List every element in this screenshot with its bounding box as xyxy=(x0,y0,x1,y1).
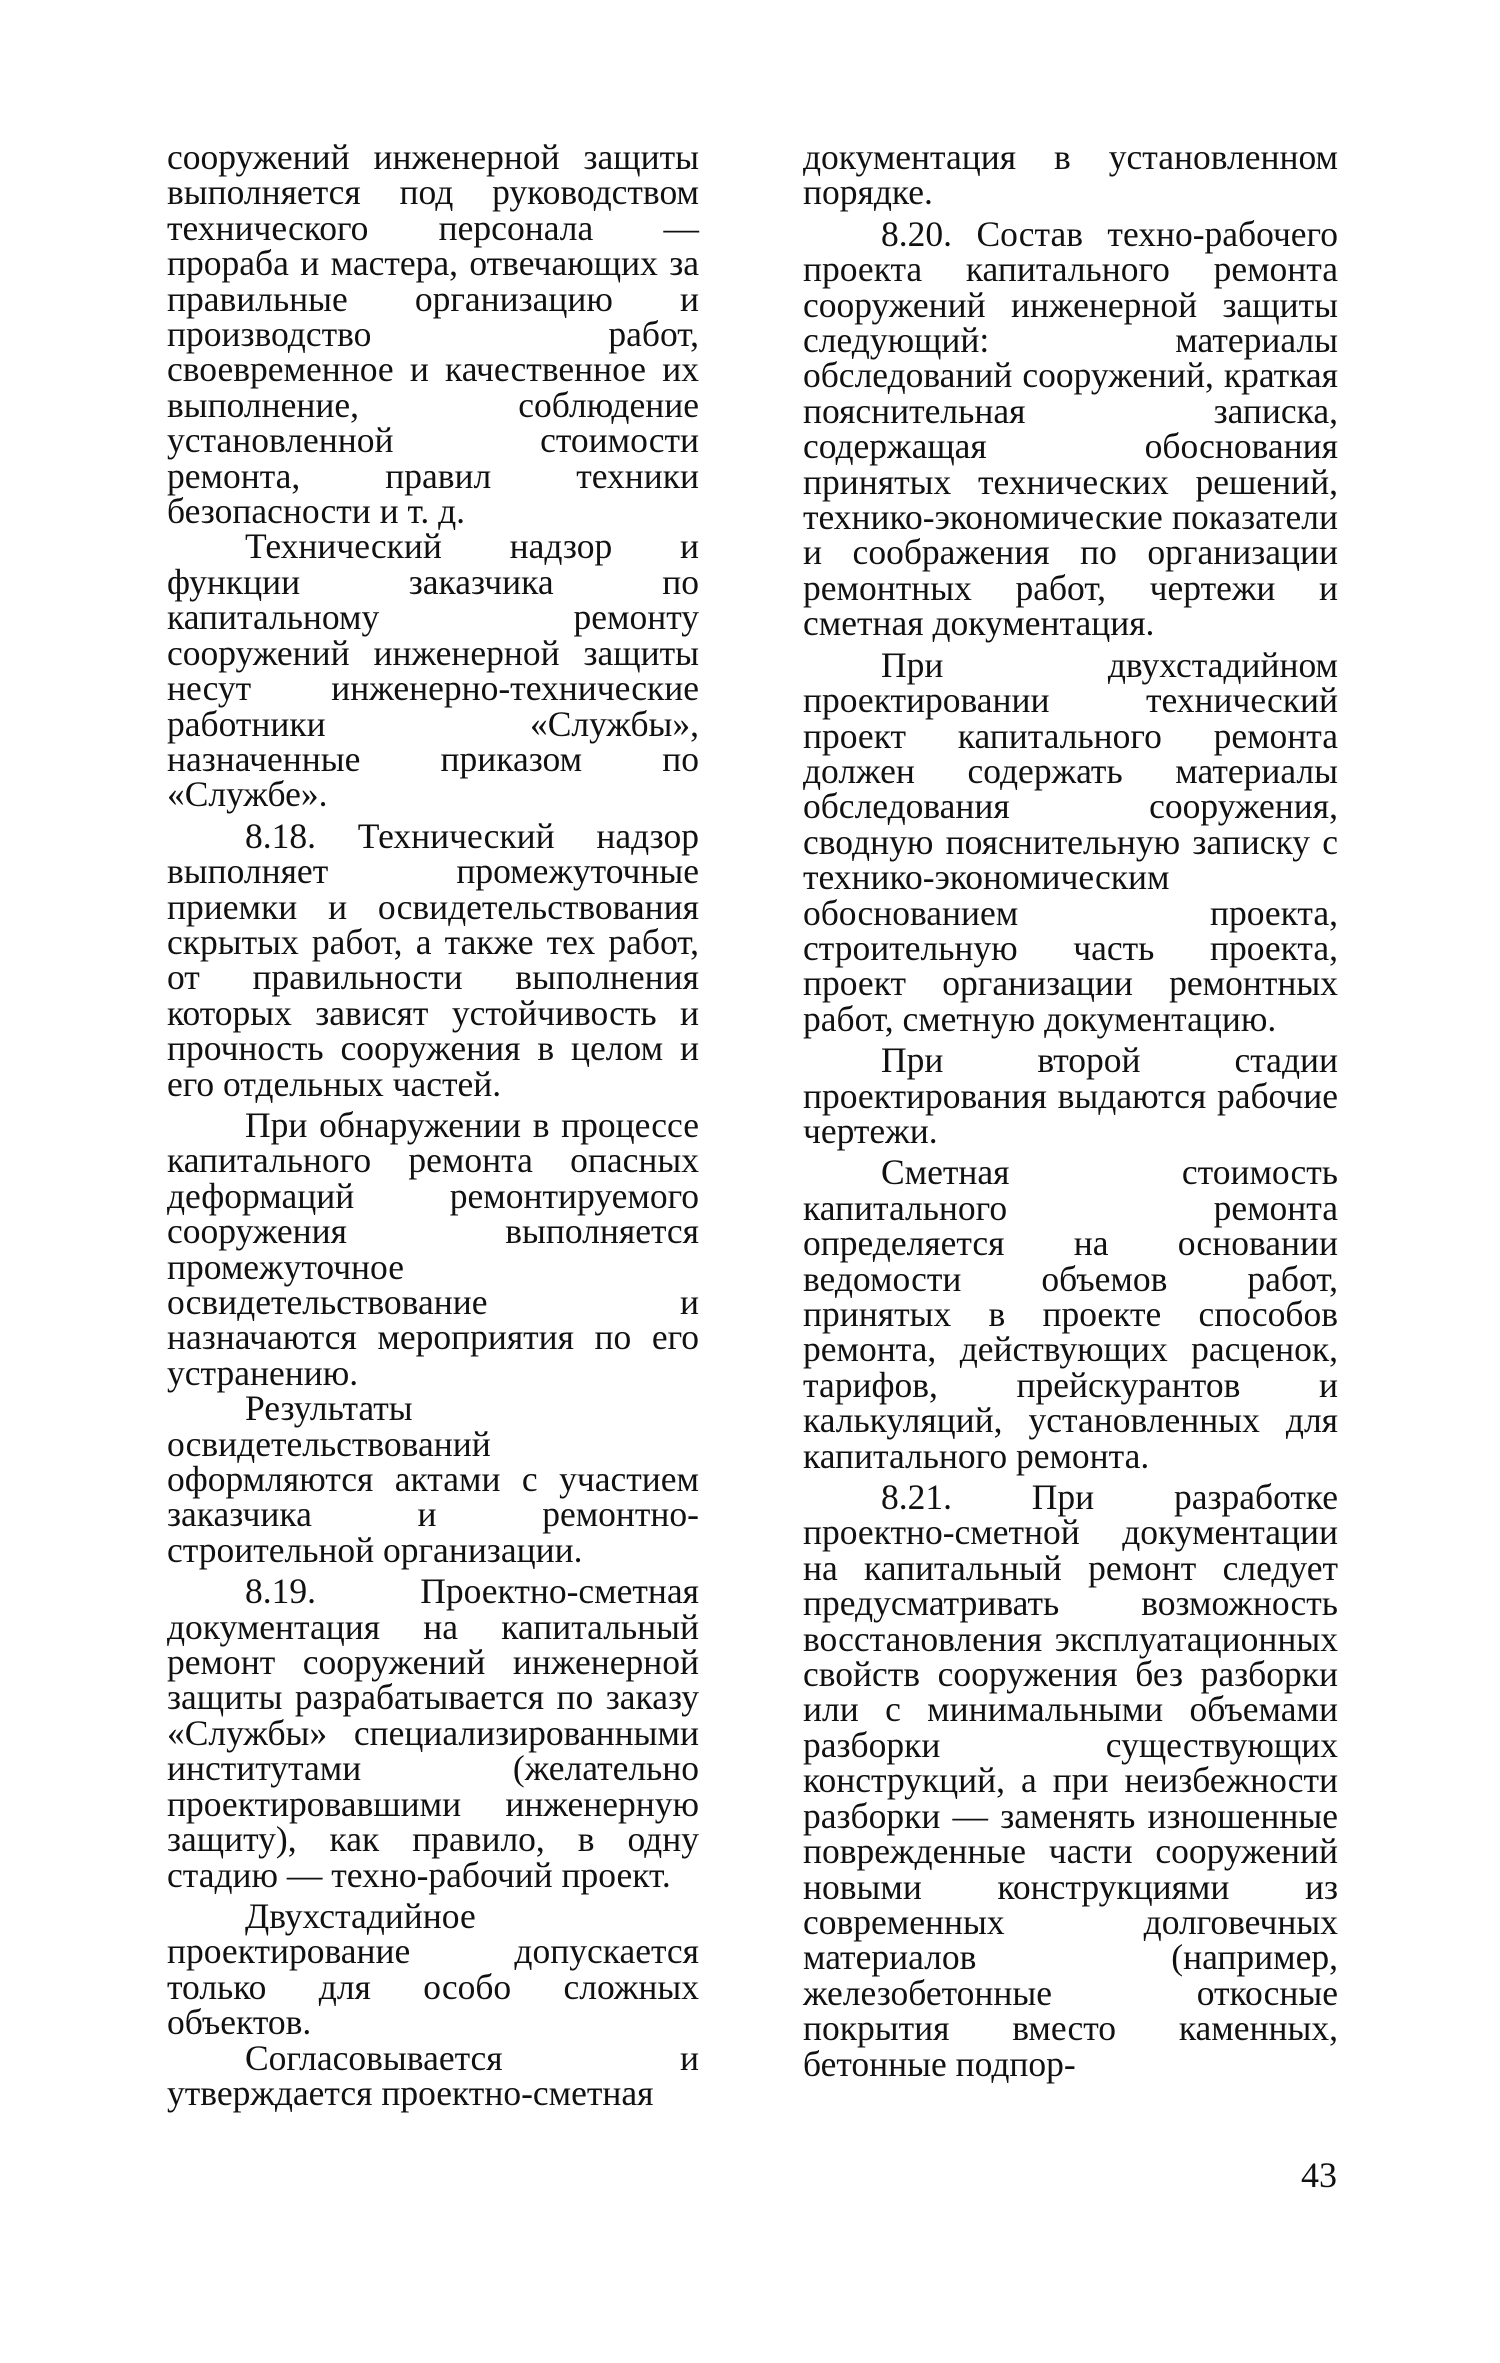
paragraph-8-19: 8.19. Проектно-сметная документация на капитальный ремонт сооружений инженерной защиты разрабатывается по заказу «Службы» специализированными институтами (желательно проектировавшими инженерную защиту), как правило, в одну стадию — техно-рабочий проект. xyxy=(167,1571,699,1895)
paragraph-8-20: 8.20. Состав техно-рабочего проекта капитального ремонта сооружений инженерной защиты следующий: материалы обследований сооружений, краткая пояснительная записка, содержащая обоснования принятых технических решений, технико-экономические показатели и соображения по организации ремонтных работ, чертежи и сметная документация. xyxy=(803,213,1338,644)
right-text-column xyxy=(803,137,1338,2084)
left-text-column xyxy=(167,137,699,2113)
paragraph-estimate-cost: Сметная стоимость капитального ремонта определяется на основании ведомости объемов работ, принятых в проекте способов ремонта, действующих расценок, тарифов, прейскурантов и калькуляций, установленных для капитального ремонта. xyxy=(803,1152,1338,1476)
paragraph-8-21: 8.21. При разработке проектно-сметной документации на капитальный ремонт следует предусматривать возможность восстановления эксплуатационных свойств сооружения без разборки или с минимальными объемами разборки существующих конструкций, а при неизбежности разборки — заменять изношенные поврежденные части сооружений новыми конструкциями из современных долговечных материалов (например, железобетонные откосные покрытия вместо каменных, бетонные подпор- xyxy=(803,1477,1338,2084)
paragraph-deformations: При обнаружении в процессе капитального ремонта опасных деформаций ремонтируемого сооружения выполняется промежуточное освидетельствование и назначаются мероприятия по его устранению. xyxy=(167,1104,699,1393)
paragraph-two-stage-design: Двухстадийное проектирование допускается только для особо сложных объектов. xyxy=(167,1895,699,2043)
paragraph-inspection-results: Результаты освидетельствований оформляются актами с участием заказчика и ремонтно-строительной организации. xyxy=(167,1388,699,1570)
paragraph-continuation-right: документация в установленном порядке. xyxy=(803,137,1338,213)
paragraph-technical-supervision: Технический надзор и функции заказчика по капитальному ремонту сооружений инженерной защиты несут инженерно-технические работники «Службы», назначенные приказом по «Службе». xyxy=(167,526,699,815)
paragraph-8-18: 8.18. Технический надзор выполняет промежуточные приемки и освидетельствования скрытых работ, а также тех работ, от правильности выполнения которых зависят устойчивость и прочность сооружения в целом и его отдельных частей. xyxy=(167,815,699,1104)
paragraph-continuation: сооружений инженерной защиты выполняется под руководством технического персонала — прораба и мастера, отвечающих за правильные организацию и производство работ, своевременное и качественное их выполнение, соблюдение установленной стоимости ремонта, правил техники безопасности и т. д. xyxy=(167,137,699,532)
paragraph-second-stage: При второй стадии проектирования выдаются рабочие чертежи. xyxy=(803,1040,1338,1151)
page-number: 43 xyxy=(1301,2155,1337,2195)
paragraph-two-stage-project: При двухстадийном проектировании технический проект капитального ремонта должен содержать материалы обследования сооружения, сводную пояснительную записку с технико-экономическим обоснованием проекта, строительную часть проекта, проект организации ремонтных работ, сметную документацию. xyxy=(803,644,1338,1039)
paragraph-approval: Согласовывается и утверждается проектно-сметная xyxy=(167,2037,699,2113)
